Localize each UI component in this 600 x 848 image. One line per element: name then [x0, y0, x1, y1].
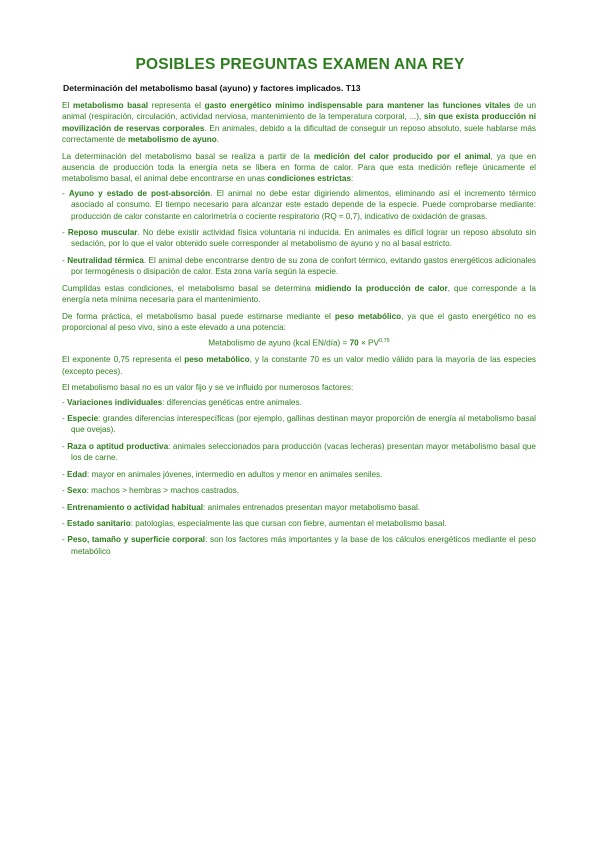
formula-coefficient: 70: [349, 339, 359, 349]
bold-term: peso metabólico: [184, 355, 250, 365]
factor-item: - Estado sanitario: patologías, especialmente las que cursan con fiebre, aumentan el metabolismo basal.: [62, 518, 447, 528]
condition-item: - Reposo muscular. No debe existir actividad física voluntaria ni inducida. En animales es difícil lograr un reposo absoluto sin sedación, por lo que el valor obtenido suele corresponder al metabolismo de ayuno y no al basal estricto.: [62, 228, 536, 249]
bold-term: Peso, tamaño y superficie corporal: [67, 535, 206, 545]
text-run: Cumplidas estas condiciones, el metabolismo basal se determina: [62, 283, 315, 293]
text-run: , y la constante 70 es un valor medio válido para la mayoría de las especies (excepto peces).: [62, 355, 536, 376]
factor-item: - Sexo: machos > hembras > machos castrados.: [62, 486, 240, 496]
text-run: : son los factores más importantes y la base de los cálculos energéticos mediante el peso metabólico: [71, 535, 536, 556]
formula-exponent: 0,75: [378, 338, 390, 345]
bold-term: Neutralidad térmica: [67, 255, 144, 265]
paragraph-metabolic-weight: [62, 311, 536, 334]
bold-term: Entrenamiento o actividad habitual: [67, 502, 204, 512]
text-run: . El animal debe encontrarse dentro de su zona de confort térmico, evitando gastos energéticos adicionales por termogénesis o disipación de calor. Esta zona varía según la especie.: [71, 255, 536, 277]
bold-term: Variaciones individuales: [67, 397, 163, 407]
factor-item: - Raza o aptitud productiva: animales seleccionados para producción (vacas lecheras) presentan mayor metabolismo basal que los de carne.: [62, 441, 536, 463]
text-run: La determinación del metabolismo basal se realiza a partir de la: [62, 151, 314, 161]
bold-term: metabolismo basal: [72, 101, 149, 110]
text-run: De forma práctica, el metabolismo basal puede estimarse mediante el: [62, 311, 335, 321]
document-body: [62, 100, 536, 562]
text-run: El: [62, 101, 73, 110]
bold-term: metabolismo de ayuno: [128, 135, 217, 145]
text-run: .: [216, 135, 219, 145]
bold-term: Estado sanitario: [67, 518, 131, 528]
paragraph-definition: [62, 100, 536, 146]
text-run: de un animal (respiración, circulación, actividad nerviosa, mantenimiento de la temperatura corporal, ...),: [62, 101, 537, 122]
text-run: : animales seleccionados para producción (vacas lecheras) presentan mayor metabolismo basal que los de carne.: [71, 441, 536, 463]
bold-term: Especie: [67, 414, 99, 424]
factor-item: - Especie: grandes diferencias interespecíficas (por ejemplo, gallinas destinan mayor proporción de energía al metabolismo basal que ovejas).: [62, 414, 536, 435]
bold-term: midiendo la producción de calor: [314, 283, 448, 293]
text-run: . El animal no debe estar digiriendo alimentos, eliminando así el incremento térmico asociado al consumo. El tiempo necesario para alcanzar este estado depende de la especie. Puede comprobarse mediante: producción de calor constante en calorimetría o cociente respiratorio (RQ ≈ 0,7), indicativo de oxidación de grasas.: [71, 188, 536, 221]
bold-term: sin que exista producción ni movilización de reservas corporales: [62, 112, 536, 133]
text-run: , que corresponde a la energía neta mínima necesaria para el mantenimiento.: [62, 283, 536, 305]
text-run: , ya que en ausencia de producción toda la energía neta se libera en forma de calor. Para que esta medición refleje únicamente el metabolismo basal, el animal debe encontrarse en unas: [62, 151, 536, 184]
bold-term: gasto energético mínimo indispensable para mantener las funciones vitales: [204, 101, 511, 110]
bold-term: Sexo: [67, 486, 87, 496]
text-run: : machos > hembras > machos castrados.: [86, 486, 240, 496]
paragraph-determination: [62, 151, 536, 185]
text-run: . No debe existir actividad física voluntaria ni inducida. En animales es difícil lograr un reposo absoluto sin sedación, por lo que el valor obtenido suele corresponder al metabolismo de ayuno y no al basal estricto.: [71, 228, 536, 249]
formula: [62, 336, 536, 349]
text-run: : grandes diferencias interespecíficas (por ejemplo, gallinas destinan mayor proporción de energía al metabolismo basal que ovejas).: [71, 414, 536, 435]
condition-item: - Neutralidad térmica. El animal debe encontrarse dentro de su zona de confort térmico, evitando gastos energéticos adicionales por termogénesis o disipación de calor. Esta zona varía según la especie.: [62, 255, 536, 277]
bold-term: Reposo muscular: [67, 228, 138, 238]
factor-item: - Variaciones individuales: diferencias genéticas entre animales.: [62, 397, 302, 407]
text-run: : animales entrenados presentan mayor metabolismo basal.: [203, 502, 421, 512]
bold-term: peso metabólico: [334, 311, 402, 321]
bold-term: condiciones estrictas: [267, 174, 351, 184]
text-run: :: [351, 174, 354, 184]
bold-term: Raza o aptitud productiva: [67, 441, 169, 451]
factor-item: - Edad: mayor en animales jóvenes, intermedio en adultos y menor en animales seniles.: [62, 469, 383, 479]
text-run: representa el: [148, 101, 205, 110]
paragraph-conditions-met: [62, 283, 536, 306]
text-run: : diferencias genéticas entre animales.: [162, 397, 302, 407]
formula-lhs: Metabolismo de ayuno (kcal EN/día) =: [208, 339, 350, 349]
factor-item: - Entrenamiento o actividad habitual: animales entrenados presentan mayor metabolismo basal.: [62, 502, 421, 512]
condition-item: - Ayuno y estado de post-absorción. El animal no debe estar digiriendo alimentos, eliminando así el incremento térmico asociado al consumo. El tiempo necesario para alcanzar este estado depende de la especie. Puede comprobarse mediante: producción de calor constante en calorimetría o cociente respiratorio (RQ ≈ 0,7), indicativo de oxidación de grasas.: [62, 188, 536, 221]
paragraph-factors-intro: El metabolismo basal no es un valor fijo y se ve influido por numerosos factores:: [62, 383, 354, 393]
factor-item: - Peso, tamaño y superficie corporal: son los factores más importantes y la base de los cálculos energéticos mediante el peso metabólico: [62, 535, 536, 556]
text-run: El exponente 0,75 representa el: [62, 355, 185, 365]
text-run: , ya que el gasto energético no es proporcional al peso vivo, sino a este elevado a una potencia:: [62, 311, 536, 332]
text-run: . En animales, debido a la dificultad de conseguir un reposo absoluto, suele hablarse más correctamente de: [62, 123, 536, 145]
text-run: : patologías, especialmente las que cursan con fiebre, aumentan el metabolismo basal.: [130, 518, 447, 528]
bold-term: Edad: [67, 469, 88, 479]
formula-term: × PV: [358, 339, 379, 349]
section-subtitle: Determinación del metabolismo basal (ayuno) y factores implicados. T13: [63, 83, 361, 93]
paragraph-exponent: [62, 354, 536, 377]
bold-term: Ayuno y estado de post-absorción: [68, 188, 211, 198]
page-title: POSIBLES PREGUNTAS EXAMEN ANA REY: [135, 56, 465, 73]
bold-term: medición del calor producido por el animal: [313, 151, 491, 161]
text-run: : mayor en animales jóvenes, intermedio en adultos y menor en animales seniles.: [87, 469, 383, 479]
